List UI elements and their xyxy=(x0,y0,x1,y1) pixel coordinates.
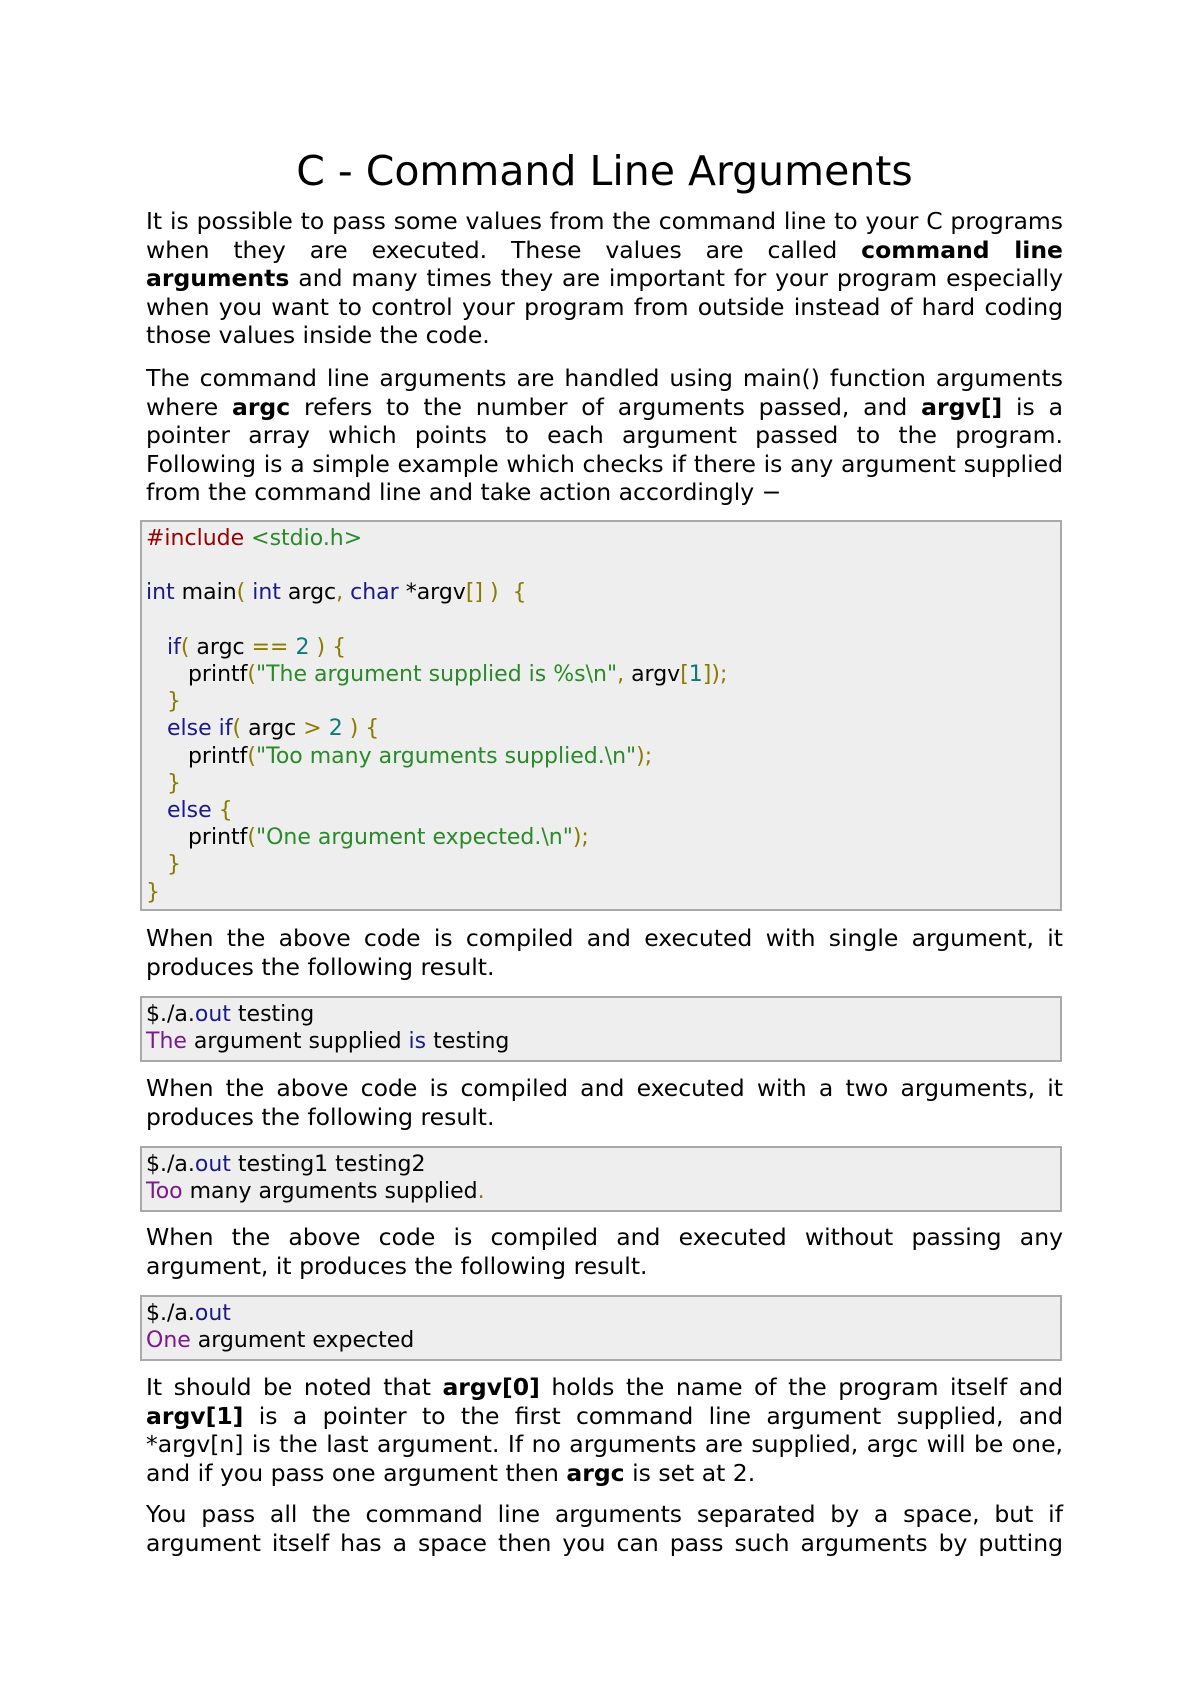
code-token: Too xyxy=(146,1179,183,1205)
text-run: It is possible to pass some values from the command line to your C programs when they are executed. These values are called xyxy=(146,207,1063,264)
bold-term: argv[0] xyxy=(442,1373,540,1401)
code-token: int xyxy=(146,580,175,606)
code-token: The xyxy=(146,1029,187,1055)
text-run: and many times they are important for your program especially when you want to control your program from outside instead of hard coding those values inside the code. xyxy=(146,264,1063,349)
code-token: argument expected xyxy=(190,1328,415,1354)
code-token: argument supplied xyxy=(186,1029,409,1055)
code-token: 2 xyxy=(321,716,343,742)
code-token: . xyxy=(477,1179,485,1205)
code-token: } xyxy=(146,852,181,878)
code-token: printf xyxy=(146,825,248,851)
bold-term: command line arguments xyxy=(146,235,1063,292)
code-token: testing xyxy=(230,1002,315,1027)
code-token: > xyxy=(303,716,322,742)
bold-term: argv[] xyxy=(921,392,1003,421)
output-block-no-args[interactable] xyxy=(140,1295,1062,1361)
code-token: ( xyxy=(247,662,256,688)
code-token: argc xyxy=(241,716,304,742)
code-token: 1 xyxy=(688,662,703,688)
text-run: refers to the number of arguments passed, and xyxy=(290,392,922,421)
code-token: testing1 testing2 xyxy=(230,1152,426,1177)
code-token: $./a. xyxy=(146,1301,195,1326)
code-token: ]); xyxy=(702,662,728,688)
code-token: argc xyxy=(280,580,337,606)
code-token: $./a. xyxy=(146,1002,195,1027)
code-token: main xyxy=(174,580,237,606)
code-token: out xyxy=(194,1152,231,1177)
code-token: argc xyxy=(189,634,252,660)
code-token: else if xyxy=(146,716,233,742)
bold-term: argc xyxy=(231,392,291,421)
code-token: == xyxy=(251,634,289,660)
code-token: ) { xyxy=(342,716,380,742)
text-run: It should be noted that xyxy=(146,1373,443,1401)
text-run: holds the name of the program itself and xyxy=(539,1373,1064,1401)
code-token: int xyxy=(245,580,281,606)
code-token: <stdio.h> xyxy=(251,526,363,551)
code-token: "Too many arguments supplied.\n" xyxy=(256,743,637,769)
code-token: ( xyxy=(236,580,246,606)
code-token: printf xyxy=(146,662,248,688)
code-token: "One argument expected.\n" xyxy=(256,825,573,851)
code-token: [] ) { xyxy=(465,580,527,606)
code-token: ( xyxy=(247,743,256,769)
code-token: ( xyxy=(247,825,256,851)
code-token: } xyxy=(146,689,181,715)
code-token: } xyxy=(146,770,181,796)
code-token: [ xyxy=(680,662,689,688)
single-arg-paragraph: When the above code is compiled and executed with single argument, it produces the following result. xyxy=(146,924,1063,981)
code-token: if xyxy=(146,634,181,660)
code-token: , xyxy=(336,580,344,606)
two-args-paragraph: When the above code is compiled and executed with a two arguments, it produces the following result. xyxy=(146,1074,1063,1131)
output-block-single-arg[interactable] xyxy=(140,996,1062,1062)
output-block-two-args[interactable] xyxy=(140,1146,1062,1212)
text-run: is set at 2. xyxy=(624,1458,756,1487)
spaces-paragraph: You pass all the command line arguments separated by a space, but if argument itself has a space then you can pass such arguments by putting xyxy=(146,1500,1063,1557)
code-token: { xyxy=(211,798,233,824)
code-token: $./a. xyxy=(146,1152,195,1177)
code-token: out xyxy=(194,1002,231,1027)
code-token: ); xyxy=(636,743,653,769)
code-token: char xyxy=(343,580,399,606)
argv-notes-paragraph xyxy=(146,1373,1063,1487)
code-token: ) { xyxy=(309,634,347,660)
no-args-paragraph: When the above code is compiled and executed without passing any argument, it produces the following result. xyxy=(146,1223,1063,1280)
code-token: ); xyxy=(572,825,589,851)
text-run: is a pointer array which points to each argument passed to the program. Following is a simple example which checks if there is any argument supplied from the command line and take action accordingly − xyxy=(146,392,1063,506)
code-token: printf xyxy=(146,743,248,769)
code-token: many arguments supplied xyxy=(182,1179,478,1205)
text-run: is a pointer to the first command line argument supplied, and *argv[n] is the last argument. If no arguments are supplied, argc will be one, and if you pass one argument then xyxy=(146,1401,1063,1487)
page-title: C - Command Line Arguments xyxy=(296,147,913,195)
bold-term: argv[1] xyxy=(146,1401,244,1430)
intro-paragraph xyxy=(146,207,1063,350)
code-token: *argv xyxy=(398,580,466,606)
code-token: #include xyxy=(146,526,252,551)
code-token: ( xyxy=(232,716,242,742)
argc-argv-paragraph xyxy=(146,364,1063,507)
code-token: argv xyxy=(624,662,681,688)
code-token: testing xyxy=(426,1029,510,1055)
code-token: else xyxy=(146,798,212,824)
code-token: "The argument supplied is %s\n" xyxy=(256,662,618,688)
code-token: ( xyxy=(180,634,190,660)
code-token: } xyxy=(146,879,160,905)
code-token: out xyxy=(194,1301,231,1326)
code-token: is xyxy=(408,1029,427,1055)
code-block-main[interactable] xyxy=(140,520,1062,911)
code-token: , xyxy=(617,662,625,688)
bold-term: argc xyxy=(566,1458,625,1487)
code-token: One xyxy=(146,1328,191,1354)
code-token: 2 xyxy=(288,634,310,660)
text-run: The command line arguments are handled using main() function arguments where xyxy=(146,364,1063,421)
